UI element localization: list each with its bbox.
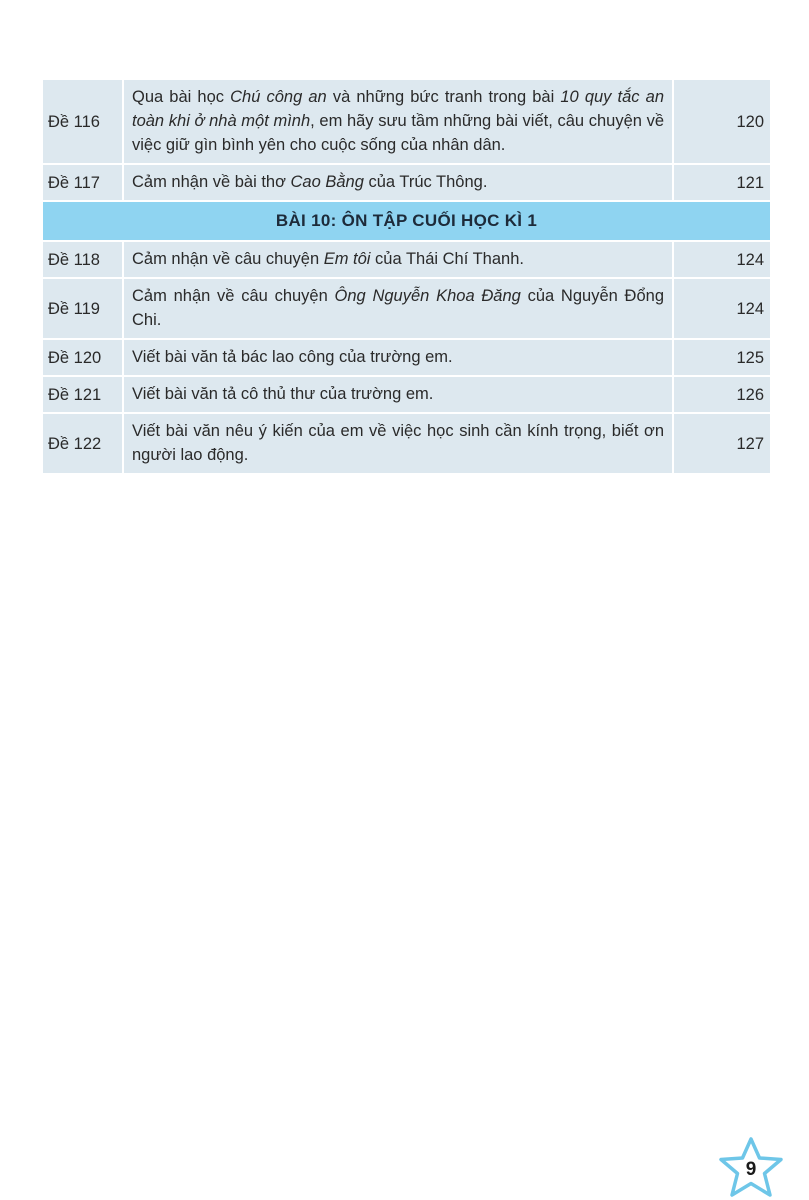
title-text: của Thái Chí Thanh. (370, 250, 524, 268)
exercise-number: Đề 120 (42, 339, 123, 376)
exercise-title (123, 79, 673, 164)
title-text: của Nguyễn Đổng Chi. (132, 287, 664, 329)
page-reference: 121 (673, 164, 771, 201)
toc-row (42, 376, 771, 413)
exercise-title (123, 241, 673, 278)
work-title: Ông Nguyễn Khoa Đăng (334, 287, 521, 305)
toc-body (42, 79, 771, 474)
title-text: Qua bài học (132, 88, 231, 106)
exercise-number: Đề 122 (42, 413, 123, 474)
work-title: Em tôi (323, 250, 371, 268)
title-text: Viết bài văn tả bác lao công của trường em. (132, 348, 453, 366)
section-header-row (42, 201, 771, 241)
section-title: BÀI 10: ÔN TẬP CUỐI HỌC KÌ 1 (42, 201, 771, 241)
exercise-title (123, 376, 673, 413)
title-text: Cảm nhận về câu chuyện (132, 287, 335, 305)
exercise-number: Đề 116 (42, 79, 123, 164)
page-number: 9 (745, 1159, 757, 1180)
title-text: Cảm nhận về bài thơ (132, 173, 291, 191)
toc-row (42, 164, 771, 201)
toc-row (42, 241, 771, 278)
title-text: Viết bài văn tả cô thủ thư của trường em. (132, 385, 434, 403)
page-reference: 125 (673, 339, 771, 376)
exercise-title (123, 278, 673, 339)
toc-row (42, 278, 771, 339)
title-text: , em hãy sưu tầm những bài viết, câu chuyện về việc giữ gìn bình yên cho cuộc sống của nhân dân. (132, 112, 664, 154)
exercise-number: Đề 118 (42, 241, 123, 278)
toc-row (42, 339, 771, 376)
table-of-contents (41, 78, 772, 475)
exercise-number: Đề 121 (42, 376, 123, 413)
work-title: 10 quy tắc an toàn khi ở nhà một mình (132, 88, 665, 130)
exercise-title (123, 339, 673, 376)
title-text: và những bức tranh trong bài (326, 88, 561, 106)
toc-row (42, 79, 771, 164)
title-text: Viết bài văn nêu ý kiến của em về việc học sinh cần kính trọng, biết ơn người lao động. (132, 422, 664, 464)
work-title: Chú công an (230, 88, 327, 106)
page-reference: 124 (673, 278, 771, 339)
title-text: Cảm nhận về câu chuyện (132, 250, 324, 268)
page-reference: 127 (673, 413, 771, 474)
page-reference: 126 (673, 376, 771, 413)
exercise-title (123, 164, 673, 201)
toc-row (42, 413, 771, 474)
page-reference: 124 (673, 241, 771, 278)
work-title: Cao Bằng (290, 173, 364, 191)
page-reference: 120 (673, 79, 771, 164)
exercise-number: Đề 119 (42, 278, 123, 339)
exercise-title (123, 413, 673, 474)
title-text: của Trúc Thông. (363, 173, 488, 191)
exercise-number: Đề 117 (42, 164, 123, 201)
